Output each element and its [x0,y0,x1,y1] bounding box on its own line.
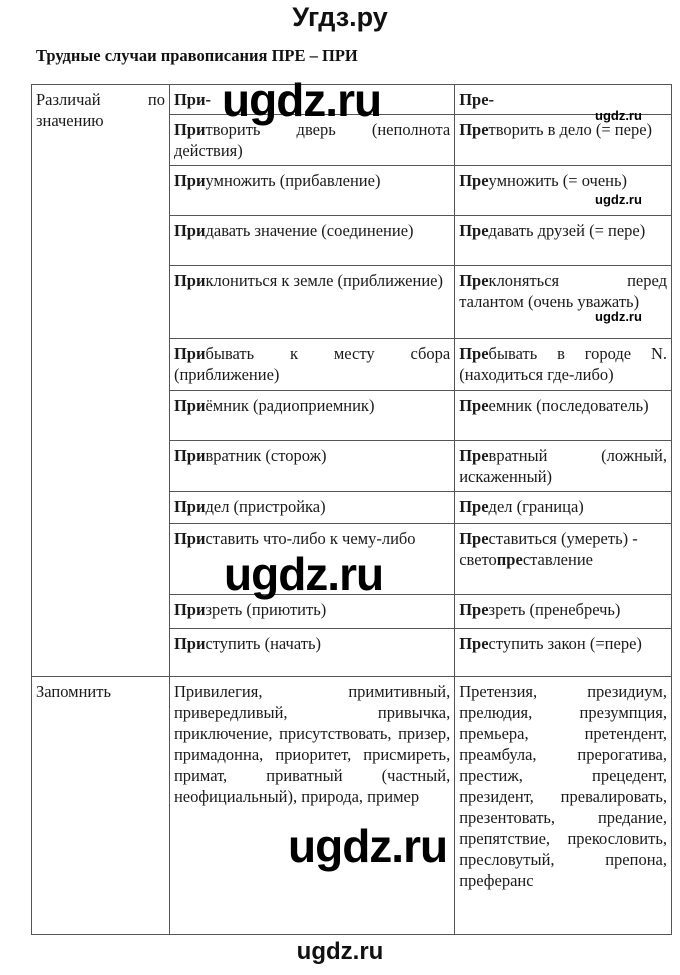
watermark: ugdz.ru [222,74,382,126]
pre-cell: Преступить закон (=пере) [455,629,672,677]
pri-cell: Приёмник (радиоприемник) [169,391,454,441]
site-title: Угдз.ру [292,2,388,32]
pre-pri-table [31,84,672,935]
remember-pre-cell: Претензия, президиум, прелюдия, презумпция, премьера, претендент, преамбула, прерогатива, престиж, прецедент, президент, превалировать, презентовать, предание, препятствие, прекословить, пресловутый, препона, преферанс [455,677,672,935]
pri-cell: Придел (пристройка) [169,492,454,524]
watermark: ugdz.ru [595,108,642,123]
footer-watermark: ugdz.ru [296,938,384,965]
pre-cell: Преклоняться перед талантом (очень уважать) [455,266,672,339]
pre-cell: Презреть (пренебречь) [455,595,672,629]
pri-cell: Приступить (начать) [169,629,454,677]
pri-cell: Приклониться к земле (приближение) [169,266,454,339]
column-header-pri: При- [169,85,454,115]
pri-cell: Приумножить (прибавление) [169,166,454,216]
pre-cell: Преемник (последователь) [455,391,672,441]
page-heading: Трудные случаи правописания ПРЕ – ПРИ [36,46,358,65]
section-label-remember: Запомнить [32,677,170,935]
pre-cell: Пребывать в городе N. (находиться где-либо) [455,339,672,391]
pri-cell: Приставить что-либо к чему-либо [169,524,454,595]
pre-cell: Претворить в дело (= пере) [455,115,672,166]
section-label-distinguish: Различай по значению [32,85,170,677]
pre-cell: Предел (граница) [455,492,672,524]
pre-cell: Превратный (ложный, искаженный) [455,441,672,492]
pri-cell: Призреть (приютить) [169,595,454,629]
pre-cell: Преставиться (умереть) - светопреставление [455,524,672,595]
watermark: ugdz.ru [595,309,642,324]
watermark: ugdz.ru [288,820,448,872]
pri-cell: Привратник (сторож) [169,441,454,492]
pri-cell: Прибывать к месту сбора (приближение) [169,339,454,391]
remember-row [32,677,672,935]
remember-pri-cell: Привилегия, примитивный, привередливый, привычка, приключение, присутствовать, призер, примадонна, приоритет, присмиреть, примат, приватный (частный, неофициальный), природа, пример [169,677,454,935]
pre-cell: Предавать друзей (= пере) [455,216,672,266]
pri-cell: Притворить дверь (неполнота действия) [169,115,454,166]
pre-cell: Преумножить (= очень) [455,166,672,216]
watermark: ugdz.ru [595,192,642,207]
column-header-pre: Пре- [455,85,672,115]
pri-cell: Придавать значение (соединение) [169,216,454,266]
watermark: ugdz.ru [224,548,384,600]
